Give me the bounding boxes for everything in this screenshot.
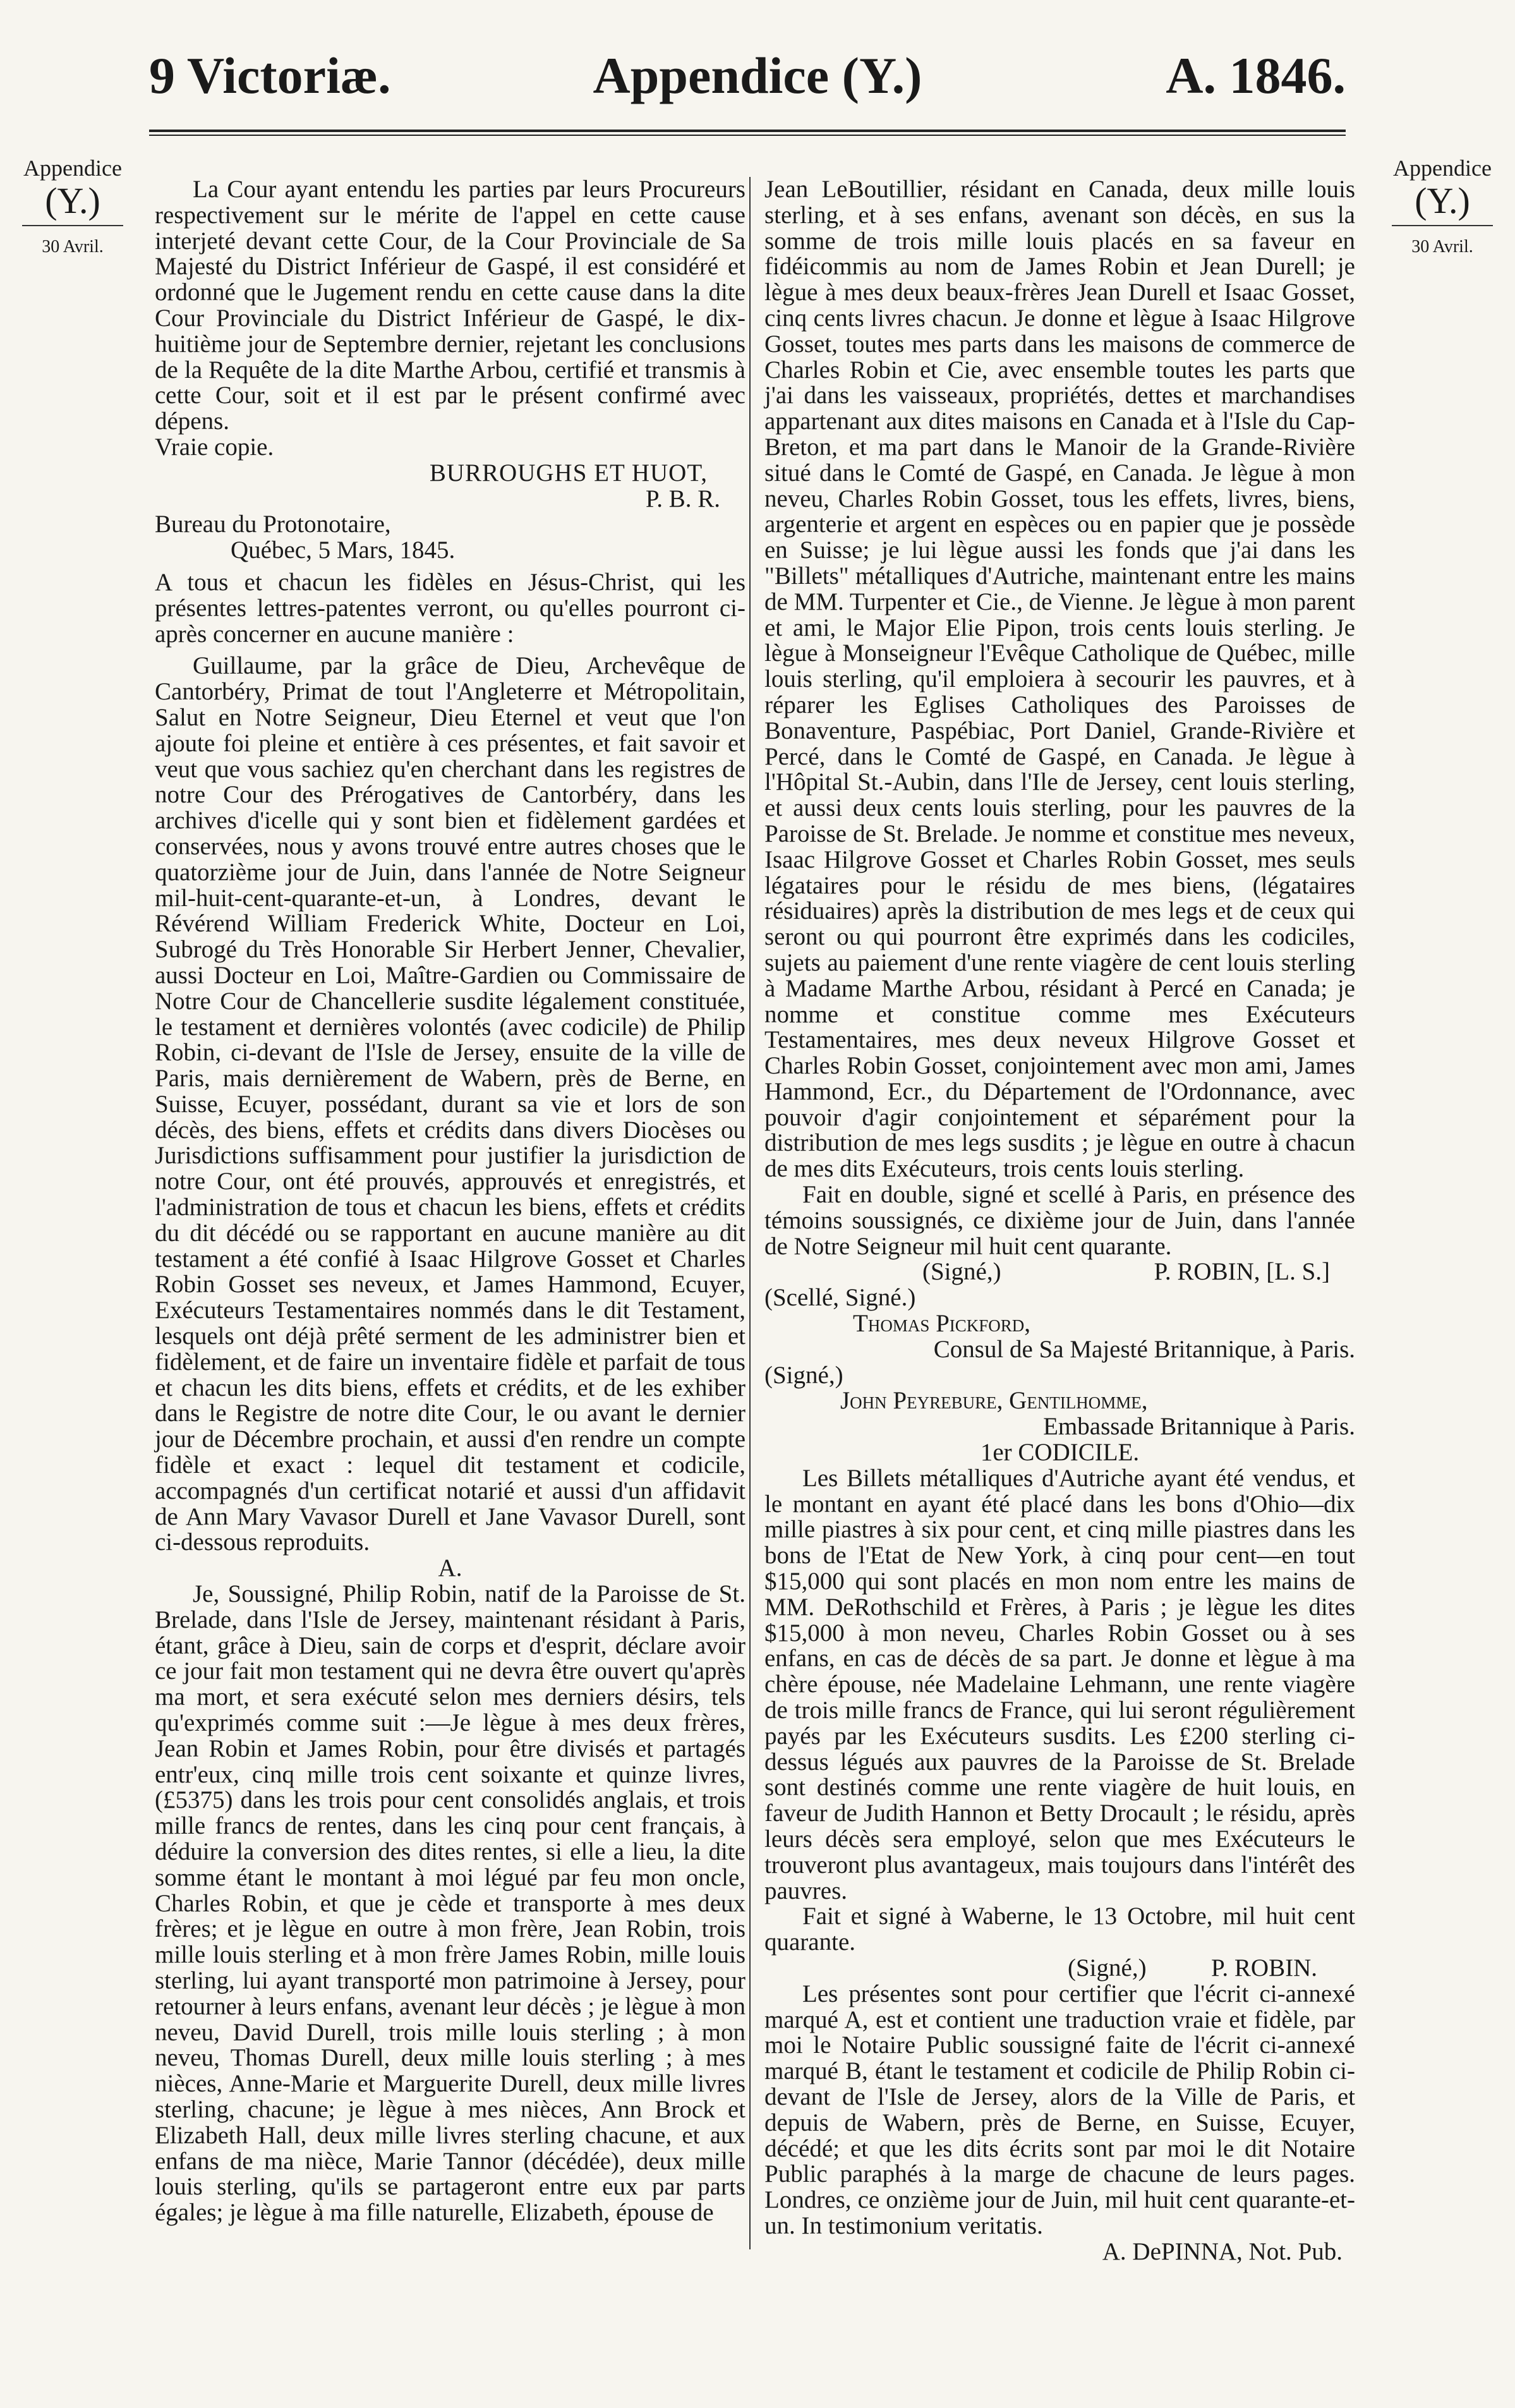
margin-label: Appendice	[1393, 155, 1492, 181]
consul-title: Consul de Sa Majesté Britannique, à Paris.	[933, 1335, 1355, 1363]
testament-paragraph: Je, Soussigné, Philip Robin, natif de la Paroisse de St. Brelade, dans l'Isle de Jersey, maintenant résidant à Paris, étant, grâce à Dieu, sain de corps et d'esprit, déclare avoir ce jour fait mon testament qui ne devra être ouvert qu'après ma mort, et sera exécuté selon mes derniers désirs, tels qu'exprimés comme suit :—Je lègue à mes deux frères, Jean Robin et James Robin, pour être divisés et partagés entr'eux, cinq mille trois cent soixante et quinze livres, (£5375) dans les trois pour cent consolidés anglais, et trois mille francs de rentes, dans les cinq pour cent français, à déduire la conversion des dites rentes, si elle a lieu, la dite somme étant le montant à moi légué par feu mon oncle, Charles Robin, et que je cède et transporte à mes deux frères; et je lègue en outre à mon frère, Jean Robin, trois mille louis sterling et à mon frère James Robin, mille louis sterling, lui ayant transporté mon patrimoine à Jersey, pour retourner à leurs enfans, avenant leur décès ; je lègue à mon neveu, David Durell, trois mille louis sterling ; à mon neveu, Thomas Durell, deux mille louis sterling ; à mes nièces, Anne-Marie et Marguerite Durell, deux mille livres sterling, chacune; je lègue à mes nièces, Ann Brock et Elizabeth Hall, deux mille livres sterling chacune, et aux enfans de ma nièce, Marie Tannor (décédée), deux mille louis sterling, qu'ils se partageront entre eux par parts égales; je lègue à ma fille naturelle, Elizabeth, épouse de	[155, 1580, 745, 2227]
codicile-paragraph: Les Billets métalliques d'Autriche ayant été vendus, et le montant en ayant été placé dans les bons d'Ohio—dix mille piastres à six pour cent, et cinq mille piastres dans les bons de l'Etat de New York, à cinq pour cent—en tout $15,000 qui sont placés en mon nom entre les mains de MM. DeRothschild et Frères, à Paris ; je lègue les dites $15,000 à mon neveu, Charles Robin Gosset ou à ses enfans, en cas de décès de sa part. Je donne et lègue à ma chère épouse, née Madelaine Lehmann, une rente viagère de trois mille francs de France, qui lui seront régulièrement payés par les Exécuteurs susdits. Les £200 sterling ci-dessus légués aux pauvres de la Paroisse de St. Brelade sont destinés comme une rente viagère de huit louis, en faveur de Judith Hannon et Betty Drocault ; le résidu, après leurs décès sera employé, selon que mes Exécuteurs le trouveront plus avantageux, mais toujours dans l'intérêt des pauvres.	[764, 1464, 1355, 1904]
testament-continuation: Jean LeBoutillier, résidant en Canada, deux mille louis sterling, et à ses enfans, avenant son décès, en sus la somme de trois mille louis placés en sa faveur en fidéicommis au nom de James Robin et Jean Durell; je lègue à mes deux beaux-frères Jean Durell et Isaac Gosset, cinq cents livres chacun. Je donne et lègue à Isaac Hilgrove Gosset, toutes mes parts dans les maisons de commerce de Charles Robin et Cie, avec ensemble toutes les parts que j'ai dans les vaisseaux, propriétés, dettes et marchandises appartenant aux dites maisons en Canada et à l'Isle du Cap-Breton, et ma part dans le Manoir de la Grande-Rivière situé dans le Comté de Gaspé, en Canada. Je lègue à mon neveu, Charles Robin Gosset, tous les effets, livres, biens, argenterie et argent en espèces ou en papier que je possède en Suisse; je lui lègue aussi les fonds que j'ai dans les "Billets" métalliques d'Autriche, maintenant entre les mains de MM. Turpenter et Cie., de Vienne. Je lègue à mon parent et ami, le Major Elie Pipon, trois cents louis sterling. Je lègue à Monseigneur l'Evêque Catholique de Québec, mille louis sterling, qu'il emploiera à secourir les pauvres, et à réparer les Eglises Catholiques des Paroisses de Bonaventure, Paspébiac, Port Daniel, Grande-Rivière et Percé, dans le Comté de Gaspé, en Canada. Je lègue à l'Hôpital St.-Aubin, dans l'Ile de Jersey, cent louis sterling, et aussi deux cents louis sterling, pour les pauvres de la Paroisse de St. Brelade. Je nomme et constitue mes neveux, Isaac Hilgrove Gosset et Charles Robin Gosset, mes seuls légataires pour le résidu de mes biens, (légataires résiduaires) après la distribution de mes legs et de ceux qui seront ou qui pourront être exprimés dans les codiciles, sujets au paiement d'une rente viagère de cent louis sterling à Madame Marthe Arbou, résidant à Percé en Canada; je nomme et constitue comme mes Exécuteurs Testamentaires, mes deux neveux Hilgrove Gosset et Charles Robin Gosset, conjointement avec mon ami, James Hammond, Ecr., du Département de l'Ordonnance, avec pouvoir d'agir conjointement et séparément pour la distribution de mes legs susdits ; je lègue en outre à chacun de mes dits Exécuteurs, trois cents louis sterling.	[764, 176, 1355, 1183]
wabern-paragraph: Fait et signé à Waberne, le 13 Octobre, mil huit cent quarante.	[764, 1903, 1355, 1956]
margin-rule	[22, 225, 123, 226]
archbishop-paragraph: Guillaume, par la grâce de Dieu, Archevêque de Cantorbéry, Primat de tout l'Angleterre et Métropolitain, Salut en Notre Seigneur, Dieu Eternel et veut que l'on ajoute foi pleine et entière à ces présentes, et fait savoir et veut que vous sachiez qu'en cherchant dans les registres de notre Cour des Prérogatives de Cantorbéry, dans les archives d'icelle qui y sont bien et fidèlement gardées et conservées, nous y avons trouvé entre autres choses que le quatorzième jour de Juin, dans l'année de Notre Seigneur mil-huit-cent-quarante-et-un, à Londres, devant le Révérend William Frederick White, Docteur en Loi, Subrogé du Très Honorable Sir Herbert Jenner, Chevalier, aussi Docteur en Loi, Maître-Gardien ou Commissaire de Notre Cour de Chancellerie susdite légalement constituée, le testament et dernières volontés (avec codicile) de Philip Robin, ci-devant de l'Isle de Jersey, ensuite de la ville de Paris, mais dernièrement de Wabern, près de Berne, en Suisse, Ecuyer, possédant, durant sa vie et lors de son décès, des biens, effets et crédits dans divers Diocèses ou Jurisdictions suffisamment pour justifier la jurisdiction de notre Cour, ont été prouvés, approuvés et enregistrés, et l'administration de tous et chacun les biens, effets et crédits du dit décédé ou se rapportant en aucune manière au dit testament a été confié à Isaac Hilgrove Gosset et Charles Robin Gosset ses neveux, et James Hammond, Ecuyer, Exécuteurs Testamentaires nommés dans le dit Testament, lesquels ont déjà prêté serment de les administrer bien et fidèlement, et de faire un inventaire fidèle et parfait de tous et chacun les dits biens, effets et crédits, et de les exhiber dans le Registre de notre dite Cour, le ou avant le dernier jour de Décembre prochain, et aussi d'en rendre un compte fidèle et exact : lequel dit testament et codicile, accompagnés d'un certificat notarié et aussi d'un affidavit de Ann Mary Vavasor Durell et Jane Vavasor Durell, sont ci-dessous reproduits.	[155, 652, 745, 1556]
fait-paragraph: Fait en double, signé et scellé à Paris, en présence des témoins soussignés, ce dixième jour de Juin, dans l'année de Notre Seigneur mil huit cent quarante.	[764, 1181, 1355, 1260]
witness-pickford: Thomas Pickford,	[853, 1310, 1031, 1338]
signers-name: BURROUGHS ET HUOT,	[429, 459, 708, 487]
notary-signature: A. DePINNA, Not. Pub.	[1102, 2237, 1343, 2265]
header-right: A. 1846.	[1166, 47, 1346, 104]
margin-date: 30 Avril.	[1411, 237, 1473, 257]
codicile-heading: 1er CODICILE.	[980, 1439, 1140, 1467]
address-to-faithful: A tous et chacun les fidèles en Jésus-Christ, qui les présentes lettres-patentes verront, ou qu'elles pourront ci-après concerner en aucune manière :	[155, 568, 745, 648]
scelle-label: (Scellé, Signé.)	[764, 1284, 916, 1312]
robin-signature: P. ROBIN, [L. S.]	[1154, 1258, 1330, 1286]
judgment-paragraph: La Cour ayant entendu les parties par leurs Procureurs respectivement sur le mérite de l'appel en cette cause interjeté devant cette Cour, de la Cour Provinciale de Sa Majesté du District Inférieur de Gaspé, il est considéré et ordonné que le Jugement rendu en cette cause dans la dite Cour Provinciale du District Inférieur de Gaspé, le dix-huitième jour de Septembre dernier, rejetant les conclusions de la Requête de la dite Marthe Arbou, certifié et transmis à cette Cour, soit et il est par le présent confirmé avec dépens.	[155, 176, 745, 435]
right-column	[764, 177, 1355, 2265]
margin-rule	[1392, 225, 1493, 226]
signe-label-3: (Signé,)	[1068, 1954, 1147, 1981]
witness-peyrebure: John Peyrebure, Gentilhomme,	[840, 1387, 1148, 1415]
header-left: 9 Victoriæ.	[149, 47, 391, 104]
robin-signature-2: P. ROBIN.	[1211, 1954, 1317, 1981]
signers-title: P. B. R.	[645, 485, 720, 512]
quebec-date: Québec, 5 Mars, 1845.	[231, 536, 456, 564]
margin-note-left	[9, 155, 136, 258]
page-header	[0, 0, 1515, 133]
section-a-heading: A.	[438, 1554, 462, 1582]
signe-label-2: (Signé,)	[764, 1361, 843, 1389]
signature-line-2	[764, 1956, 1355, 1981]
column-divider	[749, 177, 751, 2249]
margin-letter: (Y.)	[1415, 180, 1470, 221]
signe-label: (Signé,)	[922, 1258, 1001, 1286]
margin-letter: (Y.)	[45, 180, 100, 221]
header-rule	[149, 130, 1346, 136]
vraie-copie: Vraie copie.	[155, 433, 274, 461]
margin-note-right	[1379, 155, 1506, 258]
notary-paragraph: Les présentes sont pour certifier que l'écrit ci-annexé marqué A, est et contient une traduction vraie et fidèle, par moi le Notaire Public soussigné faite de l'écrit ci-annexé marqué B, étant le testament et codicile de Philip Robin ci-devant de l'Isle de Jersey, alors de la Ville de Paris, et depuis de Wabern, près de Berne, en Suisse, Ecuyer, décédé; et que les dits écrits sont par moi le dit Notaire Public paraphés à la marge de chacune de leurs pages. Londres, ce onzième jour de Juin, mil huit cent quarante-et-un. In testimonium veritatis.	[764, 1980, 1355, 2239]
bureau-line: Bureau du Protonotaire,	[155, 511, 391, 538]
embassade-title: Embassade Britannique à Paris.	[1043, 1413, 1355, 1441]
header-title: Appendice (Y.)	[593, 47, 922, 104]
margin-date: 30 Avril.	[42, 237, 104, 257]
margin-label: Appendice	[23, 155, 122, 181]
signature-line-1	[764, 1259, 1355, 1285]
left-column	[155, 177, 745, 2226]
